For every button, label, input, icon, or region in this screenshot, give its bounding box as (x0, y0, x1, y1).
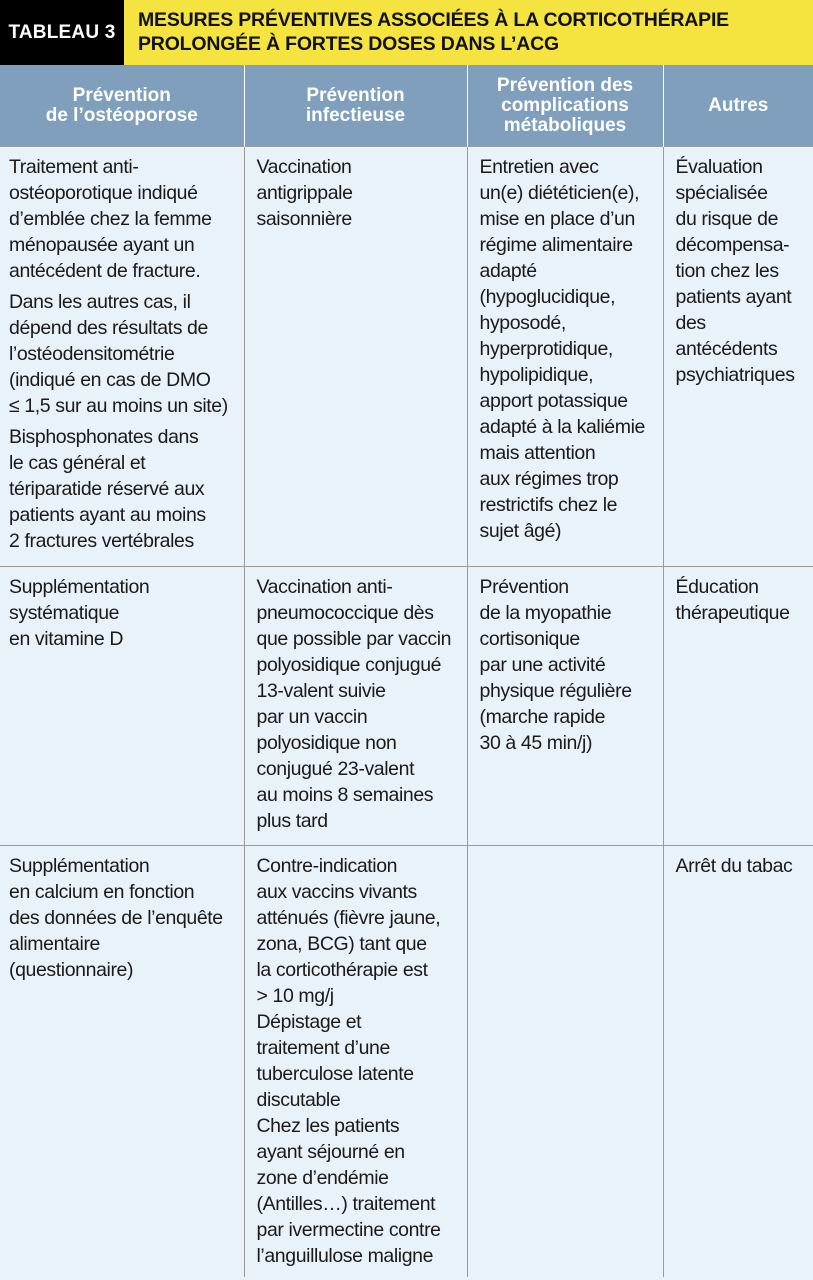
cell-paragraph: Dans les autres cas, il dépend des résultats de l’ostéodensitométrie (indiqué en cas de DMO ≤ 1,5 sur au moins un site) (9, 291, 228, 417)
table-cell (0, 147, 244, 567)
cell-paragraph: Évaluation spécialisée du risque de décompensa- tion chez les patients ayant des antécédents psychiatriques (675, 156, 795, 386)
column-header-label: Prévention de l’ostéoporose (45, 84, 198, 126)
table-number-label: TABLEAU 3 (0, 0, 124, 65)
column-header-autres (663, 65, 813, 147)
table-row (0, 846, 813, 1278)
table-cell (467, 846, 663, 1278)
column-header-osteoporose (0, 65, 244, 147)
cell-paragraph: Vaccination anti- pneumococcique dès que possible par vaccin polyosidique conjugué 13-valent suivie par un vaccin polyosidique non conjugué 23-valent au moins 8 semaines plus tard (256, 576, 452, 832)
cell-paragraph: Entretien avec un(e) diététicien(e), mise en place d’un régime alimentaire adapté (hypoglucidique, hyposodé, hyperprotidique, hypolipidique, apport potassique adapté à la kaliémie mais attention aux régimes trop restrictifs chez le sujet âgé) (479, 156, 645, 542)
table-cell (244, 846, 467, 1278)
cell-paragraph: Vaccination antigrippale saisonnière (256, 156, 353, 230)
cell-paragraph: Supplémentation systématique en vitamine D (9, 576, 150, 650)
table-title-line-2: PROLONGÉE À FORTES DOSES DANS L’ACG (138, 33, 559, 55)
table-row (0, 147, 813, 567)
table-cell (244, 567, 467, 846)
table-cell (663, 147, 813, 567)
cell-paragraph: Prévention de la myopathie cortisonique par une activité physique régulière (marche rapide 30 à 45 min/j) (479, 576, 632, 754)
table-row (0, 567, 813, 846)
table-cell (663, 846, 813, 1278)
table-header-banner (0, 0, 813, 65)
table-cell (663, 567, 813, 846)
table-title-line-1: MESURES PRÉVENTIVES ASSOCIÉES À LA CORTICOTHÉRAPIE (138, 9, 729, 31)
header-row (0, 65, 813, 147)
column-header-label: Prévention des complications métaboliques (496, 74, 634, 136)
table-title (124, 0, 813, 65)
column-header-metaboliques (467, 65, 663, 147)
cell-paragraph: Contre-indication aux vaccins vivants atténués (fièvre jaune, zona, BCG) tant que la corticothérapie est > 10 mg/j Dépistage et traitement d’une tuberculose latente discutable Chez les patients ayant séjourné en zone d’endémie (Antilles…) traitement par ivermectine contre l’anguillulose maligne (256, 855, 441, 1267)
cell-paragraph: Supplémentation en calcium en fonction des données de l’enquête alimentaire (questionnaire) (9, 855, 223, 981)
table-cell (0, 846, 244, 1278)
column-header-label: Prévention infectieuse (305, 84, 406, 126)
cell-paragraph: Traitement anti- ostéoporotique indiqué d’emblée chez la femme ménopausée ayant un antécédent de fracture. (9, 156, 212, 282)
cell-paragraph: Éducation thérapeutique (675, 576, 790, 624)
cell-paragraph: Bisphosphonates dans le cas général et tériparatide réservé aux patients ayant au moins 2 fractures vertébrales (9, 426, 206, 552)
column-header-infectieuse (244, 65, 467, 147)
column-header-label: Autres (708, 94, 769, 116)
table-cell (0, 567, 244, 846)
table-cell (467, 567, 663, 846)
prevention-table (0, 65, 813, 1277)
table-cell (244, 147, 467, 567)
cell-paragraph: Arrêt du tabac (675, 855, 793, 877)
table-cell (467, 147, 663, 567)
